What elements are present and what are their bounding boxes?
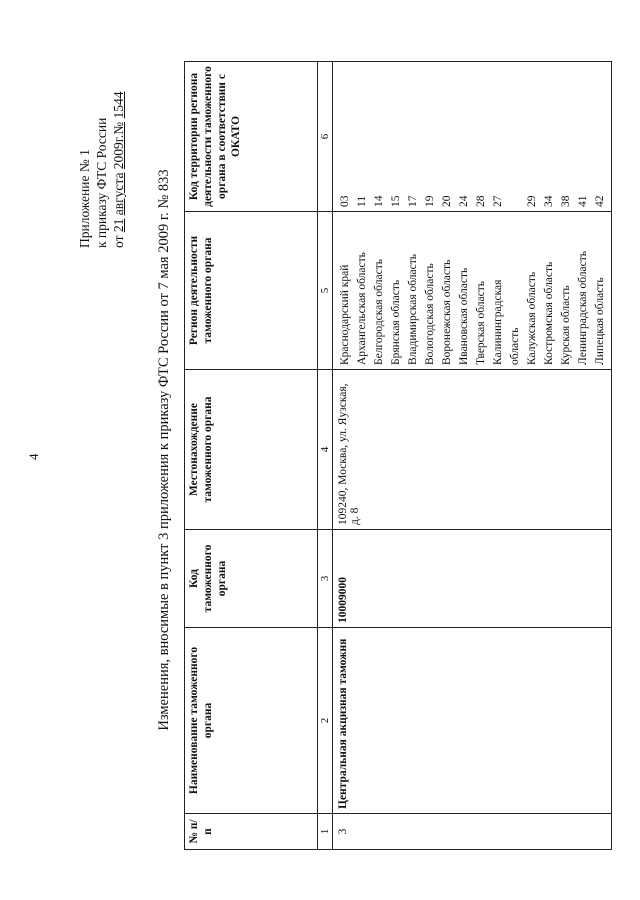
okato-code: 03 <box>339 195 351 207</box>
okato-code: 41 <box>577 195 589 207</box>
row-name: Центральная акцизная таможня <box>333 628 612 814</box>
okato-cell <box>333 62 612 212</box>
region-name: Белгородская область <box>373 259 385 365</box>
column-number-row <box>318 62 333 850</box>
row-location: 109240, Москва, ул. Яузская, д. 8 <box>333 370 612 530</box>
region-name: Владимирская область <box>407 253 419 365</box>
header-code: Код таможенного органа <box>185 530 318 628</box>
appendix-block <box>76 28 127 248</box>
appendix-number: 1544 <box>111 91 126 119</box>
region-name: Ленинградская область <box>577 250 589 365</box>
region-name: Ивановская область <box>458 267 470 365</box>
appendix-ot: от <box>111 235 126 248</box>
page-number: 4 <box>26 453 41 460</box>
region-name: Вологодская область <box>424 263 436 365</box>
okato-code: 27 <box>492 195 504 207</box>
appendix-line1: Приложение № 1 <box>77 149 92 248</box>
header-row <box>185 62 318 850</box>
column-number: 2 <box>318 628 333 814</box>
region-name: Калужская область <box>526 271 538 365</box>
okato-code: 17 <box>407 195 419 207</box>
okato-code: 29 <box>526 195 538 207</box>
region-name: Калининградская <box>492 279 504 365</box>
region-name: Липецкая область <box>594 277 606 365</box>
okato-code: 11 <box>356 195 368 207</box>
okato-code: 24 <box>458 195 470 207</box>
column-number: 1 <box>318 814 333 850</box>
regions-cell <box>333 212 612 370</box>
appendix-day: 21 <box>111 218 126 233</box>
column-number: 4 <box>318 370 333 530</box>
column-number: 3 <box>318 530 333 628</box>
header-region: Регион деятельности таможенного органа <box>185 212 318 370</box>
changes-table <box>184 61 612 850</box>
header-name: Наименование таможенного органа <box>185 628 318 814</box>
region-name: Краснодарский край <box>339 264 351 365</box>
appendix-line3 <box>110 28 127 248</box>
appendix-line2: к приказу ФТС России <box>94 117 109 248</box>
okato-code <box>507 66 524 207</box>
column-number: 6 <box>318 62 333 212</box>
appendix-year-no: 2009г.№ <box>111 121 126 170</box>
region-name: область <box>509 327 521 365</box>
row-code: 10009000 <box>333 530 612 628</box>
region-name: Брянская область <box>390 279 402 365</box>
okato-code: 38 <box>560 195 572 207</box>
region-name: Тверская область <box>475 281 487 365</box>
region-name: Воронежская область <box>441 259 453 365</box>
table-row <box>333 62 612 850</box>
column-number: 5 <box>318 212 333 370</box>
region-name: Костромская область <box>543 261 555 365</box>
okato-code: 28 <box>475 195 487 207</box>
okato-code: 19 <box>424 195 436 207</box>
document-title: Изменения, вносимые в пункт 3 приложения к приказу ФТС России от 7 мая 2009 г. № 833 <box>156 169 172 731</box>
okato-code: 42 <box>594 195 606 207</box>
header-num: № п/п <box>185 814 318 850</box>
region-name: Архангельская область <box>356 252 368 365</box>
okato-code: 20 <box>441 195 453 207</box>
okato-code: 34 <box>543 195 555 207</box>
region-name: Курская область <box>560 285 572 365</box>
okato-code: 15 <box>390 195 402 207</box>
header-location: Местонахождение таможенного органа <box>185 370 318 530</box>
okato-code: 14 <box>373 195 385 207</box>
row-num: 3 <box>333 814 612 850</box>
appendix-month: августа <box>111 172 126 216</box>
header-okato: Код территории региона деятельности таможенного органа в соответствии с ОКАТО <box>185 62 318 212</box>
